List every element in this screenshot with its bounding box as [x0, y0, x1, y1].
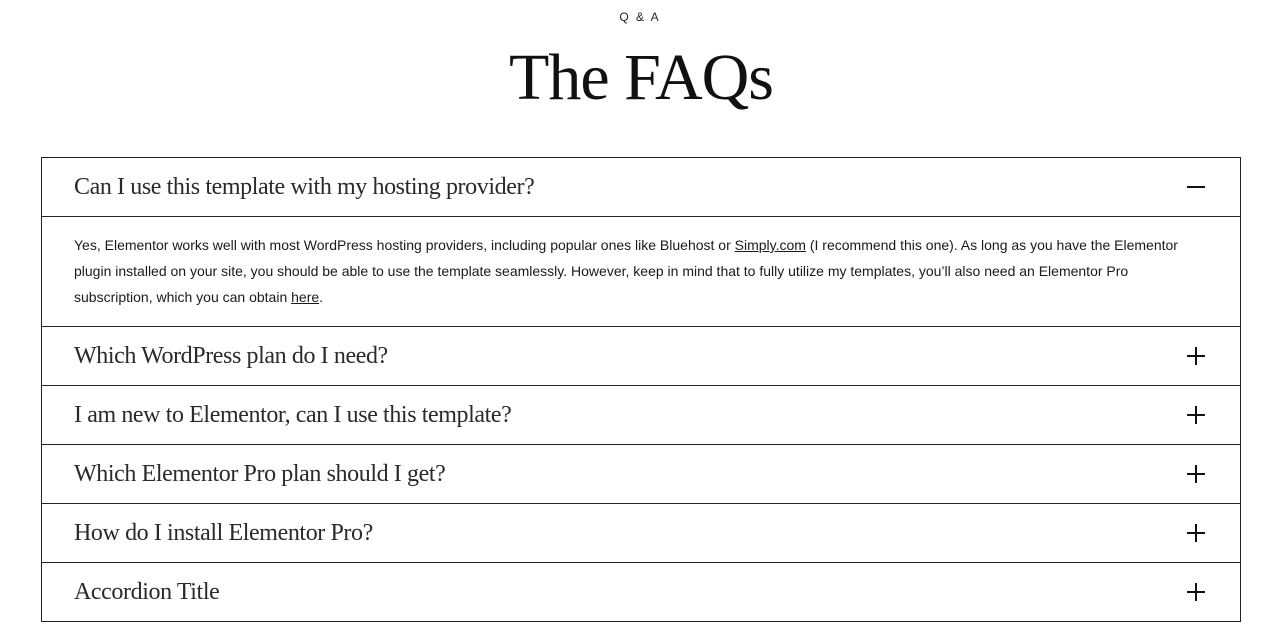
plus-icon[interactable] — [1186, 464, 1206, 484]
faq-item — [42, 327, 1240, 386]
answer-text-2: (I recommend this one). As long as you have the Elementor plugin installed on your site, you should be able to use the template seamlessly. However, keep in mind that to fully utilize my templates, you’ll also need an Elementor Pro subscription, which you can obtain — [74, 237, 1178, 305]
faq-item-title: Which Elementor Pro plan should I get? — [74, 460, 446, 487]
answer-text-3: . — [319, 289, 324, 305]
section-eyebrow: Q & A — [619, 10, 661, 24]
faq-item — [42, 445, 1240, 504]
here-link[interactable]: here — [291, 289, 320, 305]
faq-item-title: Which WordPress plan do I need? — [74, 342, 388, 369]
faq-item-header[interactable] — [42, 504, 1240, 562]
faq-item-header[interactable] — [42, 327, 1240, 385]
faq-item-header[interactable] — [42, 563, 1240, 621]
faq-item-title: I am new to Elementor, can I use this template? — [74, 401, 512, 428]
faq-item — [42, 504, 1240, 563]
plus-icon[interactable] — [1186, 346, 1206, 366]
faq-item-header[interactable] — [42, 158, 1240, 216]
faq-item-title: How do I install Elementor Pro? — [74, 519, 373, 546]
plus-icon[interactable] — [1186, 523, 1206, 543]
faq-item — [42, 386, 1240, 445]
faq-item-header[interactable] — [42, 445, 1240, 503]
faq-accordion — [41, 157, 1241, 622]
faq-item-title: Accordion Title — [74, 578, 220, 605]
plus-icon[interactable] — [1186, 405, 1206, 425]
faq-item — [42, 563, 1240, 622]
faq-item-answer — [42, 216, 1240, 326]
minus-icon[interactable] — [1186, 177, 1206, 197]
faq-item — [42, 158, 1240, 327]
faq-item-header[interactable] — [42, 386, 1240, 444]
faq-item-title: Can I use this template with my hosting provider? — [74, 173, 535, 200]
simply-link[interactable]: Simply.com — [734, 237, 806, 253]
page-title: The FAQs — [509, 41, 773, 114]
plus-icon[interactable] — [1186, 582, 1206, 602]
answer-text-1: Yes, Elementor works well with most WordPress hosting providers, including popular ones like Bluehost or — [74, 237, 735, 253]
